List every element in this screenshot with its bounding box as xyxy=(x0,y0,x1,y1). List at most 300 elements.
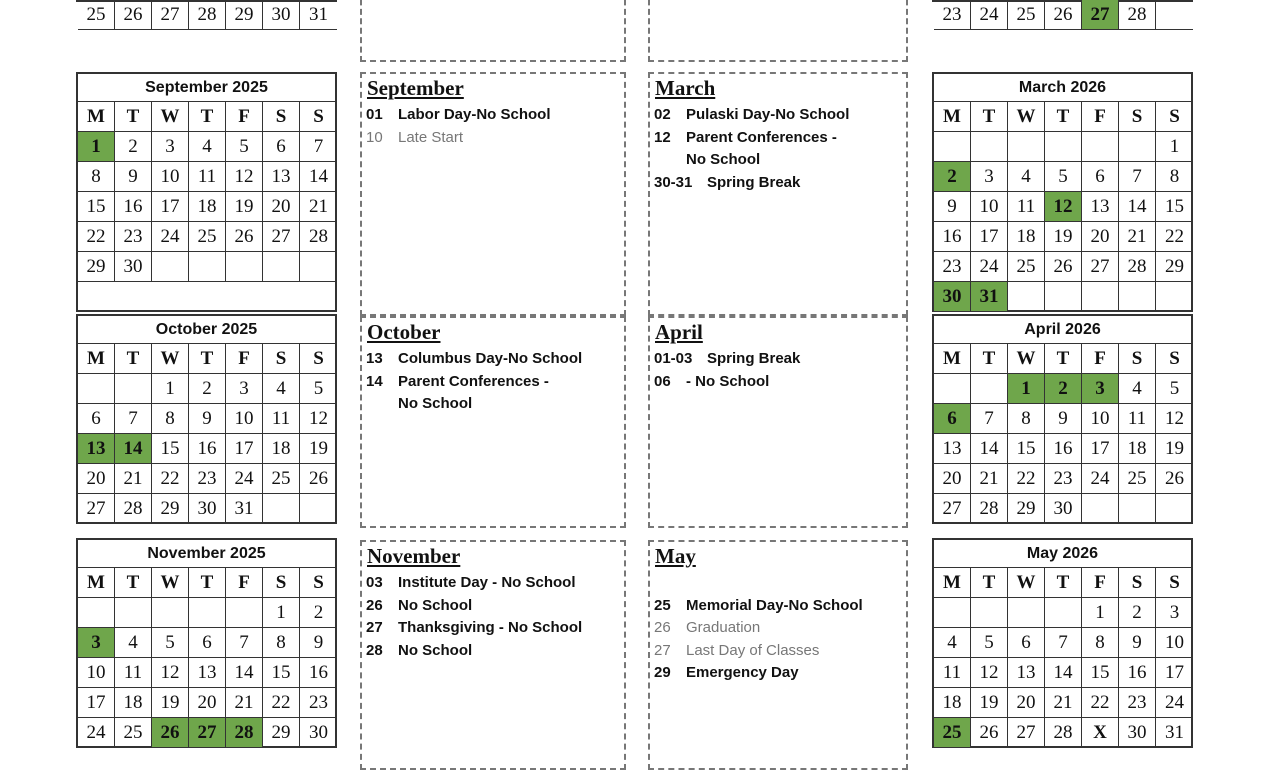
day-cell[interactable]: 6 xyxy=(263,132,300,162)
event-line xyxy=(654,106,849,123)
day-cell[interactable]: 24 xyxy=(78,718,115,748)
day-cell[interactable]: 22 xyxy=(78,222,115,252)
day-cell[interactable]: 19 xyxy=(152,688,189,718)
day-cell[interactable]: 15 xyxy=(263,658,300,688)
day-cell[interactable]: 18 xyxy=(115,688,152,718)
day-cell[interactable]: 24 xyxy=(971,252,1008,282)
day-cell[interactable]: 21 xyxy=(1045,688,1082,718)
events-panel-october xyxy=(360,316,626,528)
day-cell[interactable]: 31 xyxy=(1156,718,1193,748)
day-cell[interactable]: 19 xyxy=(1045,222,1082,252)
day-cell[interactable]: 30 xyxy=(1119,718,1156,748)
day-cell[interactable]: 8 xyxy=(263,628,300,658)
day-cell[interactable]: 22 xyxy=(1156,222,1193,252)
day-cell[interactable]: 11 xyxy=(263,404,300,434)
highlighted-day-cell[interactable]: 3 xyxy=(78,628,115,658)
day-cell[interactable]: 30 xyxy=(1045,494,1082,524)
day-cell[interactable]: 17 xyxy=(1082,434,1119,464)
day-cell[interactable]: 1 xyxy=(1082,598,1119,628)
panel-month-heading: November xyxy=(367,544,461,568)
day-cell[interactable]: 19 xyxy=(971,688,1008,718)
event-line xyxy=(654,664,799,681)
event-date: 13 xyxy=(366,350,383,367)
day-cell[interactable]: 28 xyxy=(300,222,337,252)
day-cell[interactable]: 14 xyxy=(300,162,337,192)
calendar-month-title: April 2026 xyxy=(934,316,1191,344)
event-line xyxy=(654,574,686,591)
day-cell[interactable]: 2 xyxy=(189,374,226,404)
day-cell[interactable]: 23 xyxy=(115,222,152,252)
day-cell[interactable]: 17 xyxy=(152,192,189,222)
event-text: Spring Break xyxy=(707,350,801,367)
mini-calendar-oct2025 xyxy=(76,314,337,524)
day-cell[interactable]: 12 xyxy=(971,658,1008,688)
day-cell[interactable]: 26 xyxy=(971,718,1008,748)
weekday-header: T xyxy=(1045,102,1082,132)
day-cell[interactable]: 24 xyxy=(152,222,189,252)
day-cell[interactable]: 9 xyxy=(300,628,337,658)
day-cell[interactable] xyxy=(115,374,152,404)
day-cell[interactable] xyxy=(934,598,971,628)
event-line xyxy=(654,619,760,636)
day-cell[interactable]: 26 xyxy=(115,0,152,30)
day-cell[interactable]: 25 xyxy=(1008,0,1045,30)
day-cell[interactable]: 6 xyxy=(1008,628,1045,658)
day-cell[interactable]: 27 xyxy=(934,494,971,524)
day-cell[interactable]: 3 xyxy=(971,162,1008,192)
highlighted-day-cell[interactable]: 2 xyxy=(934,162,971,192)
day-cell[interactable]: 16 xyxy=(1119,658,1156,688)
day-cell[interactable]: 18 xyxy=(1008,222,1045,252)
day-cell[interactable]: 23 xyxy=(300,688,337,718)
day-cell[interactable] xyxy=(226,598,263,628)
highlighted-day-cell[interactable]: 12 xyxy=(1045,192,1082,222)
highlighted-day-cell[interactable]: 25 xyxy=(934,718,971,748)
day-cell[interactable]: 26 xyxy=(1045,0,1082,30)
day-cell[interactable]: 25 xyxy=(115,718,152,748)
event-date: 14 xyxy=(366,372,383,390)
day-cell[interactable]: 4 xyxy=(1119,374,1156,404)
day-cell[interactable]: 9 xyxy=(115,162,152,192)
day-cell[interactable]: 12 xyxy=(152,658,189,688)
day-cell[interactable]: 8 xyxy=(1008,404,1045,434)
day-cell[interactable]: 10 xyxy=(1156,628,1193,658)
day-cell[interactable] xyxy=(189,252,226,282)
event-line xyxy=(366,395,472,412)
panel-month-heading: April xyxy=(655,320,703,344)
day-cell[interactable]: 9 xyxy=(189,404,226,434)
day-cell[interactable] xyxy=(263,252,300,282)
day-cell[interactable]: 16 xyxy=(115,192,152,222)
day-cell[interactable]: 12 xyxy=(1156,404,1193,434)
day-cell[interactable]: 21 xyxy=(226,688,263,718)
weekday-header: S xyxy=(300,102,337,132)
day-cell[interactable]: 17 xyxy=(1156,658,1193,688)
day-cell[interactable]: 21 xyxy=(971,464,1008,494)
day-cell[interactable]: 4 xyxy=(1008,162,1045,192)
day-cell[interactable] xyxy=(263,494,300,524)
day-cell[interactable]: 2 xyxy=(1119,598,1156,628)
day-cell[interactable] xyxy=(1156,494,1193,524)
day-cell[interactable]: 7 xyxy=(300,132,337,162)
day-cell[interactable]: 21 xyxy=(115,464,152,494)
mini-calendar-aug2025 xyxy=(76,0,337,25)
day-cell[interactable]: 19 xyxy=(1156,434,1193,464)
weekday-header: W xyxy=(152,568,189,598)
calendar-month-title: November 2025 xyxy=(78,540,335,568)
day-cell[interactable]: 8 xyxy=(1082,628,1119,658)
day-cell[interactable]: 28 xyxy=(1119,0,1156,30)
day-cell[interactable]: 9 xyxy=(934,192,971,222)
day-cell[interactable]: 28 xyxy=(971,494,1008,524)
event-line xyxy=(654,151,760,168)
day-cell[interactable]: 13 xyxy=(1082,192,1119,222)
day-cell[interactable]: 24 xyxy=(1156,688,1193,718)
day-cell[interactable]: 2 xyxy=(115,132,152,162)
highlighted-day-cell[interactable]: 14 xyxy=(115,434,152,464)
day-cell[interactable]: 2 xyxy=(300,598,337,628)
day-cell[interactable]: 30 xyxy=(115,252,152,282)
weekday-header: S xyxy=(1119,102,1156,132)
day-cell[interactable]: 30 xyxy=(300,718,337,748)
day-cell[interactable]: 11 xyxy=(1008,192,1045,222)
event-text: No School xyxy=(398,395,473,412)
day-cell[interactable]: 7 xyxy=(1119,162,1156,192)
day-cell[interactable]: 27 xyxy=(263,222,300,252)
highlighted-day-cell[interactable]: 26 xyxy=(152,718,189,748)
day-cell[interactable]: 10 xyxy=(971,192,1008,222)
event-text: Parent Conferences - xyxy=(398,372,549,390)
day-cell[interactable] xyxy=(78,598,115,628)
highlighted-day-cell[interactable]: 6 xyxy=(934,404,971,434)
day-cell[interactable]: 31 xyxy=(300,0,337,30)
day-cell[interactable]: 7 xyxy=(226,628,263,658)
weekday-header: T xyxy=(115,344,152,374)
day-cell[interactable] xyxy=(971,374,1008,404)
day-cell[interactable]: 20 xyxy=(263,192,300,222)
day-cell[interactable]: 22 xyxy=(1082,688,1119,718)
day-cell[interactable]: 23 xyxy=(189,464,226,494)
weekday-header: F xyxy=(226,568,263,598)
event-line xyxy=(366,373,549,390)
day-cell[interactable]: 23 xyxy=(1119,688,1156,718)
day-cell[interactable] xyxy=(1045,598,1082,628)
day-cell[interactable]: 20 xyxy=(1008,688,1045,718)
day-cell[interactable] xyxy=(115,598,152,628)
day-cell[interactable]: 20 xyxy=(934,464,971,494)
weekday-header: M xyxy=(934,102,971,132)
day-cell[interactable] xyxy=(1045,282,1082,312)
day-cell[interactable]: 8 xyxy=(1156,162,1193,192)
day-cell[interactable]: 29 xyxy=(1008,494,1045,524)
day-cell[interactable]: 28 xyxy=(189,0,226,30)
weekday-header: T xyxy=(189,568,226,598)
day-cell[interactable]: 25 xyxy=(263,464,300,494)
day-cell[interactable] xyxy=(971,132,1008,162)
day-cell[interactable] xyxy=(152,252,189,282)
day-cell[interactable] xyxy=(934,132,971,162)
day-cell[interactable]: 14 xyxy=(1045,658,1082,688)
day-cell[interactable] xyxy=(1082,494,1119,524)
weekday-header: F xyxy=(1082,568,1119,598)
weekday-header: T xyxy=(115,102,152,132)
event-date: 30-31 xyxy=(654,173,693,191)
day-cell[interactable]: 4 xyxy=(115,628,152,658)
events-panel-april xyxy=(648,316,908,528)
weekday-header: S xyxy=(1119,568,1156,598)
day-cell[interactable]: 19 xyxy=(226,192,263,222)
day-cell[interactable] xyxy=(1082,132,1119,162)
weekday-header: W xyxy=(152,102,189,132)
day-cell[interactable]: 10 xyxy=(226,404,263,434)
day-cell[interactable]: 28 xyxy=(1045,718,1082,748)
day-cell[interactable]: 24 xyxy=(971,0,1008,30)
mini-calendar-may2026 xyxy=(932,538,1193,748)
day-cell[interactable]: 5 xyxy=(1156,374,1193,404)
day-cell[interactable]: 1 xyxy=(1156,132,1193,162)
day-cell[interactable] xyxy=(1119,132,1156,162)
day-cell[interactable]: 29 xyxy=(152,494,189,524)
day-cell[interactable]: 5 xyxy=(1045,162,1082,192)
day-cell[interactable] xyxy=(300,252,337,282)
highlighted-day-cell[interactable]: 27 xyxy=(189,718,226,748)
day-cell[interactable]: 7 xyxy=(1045,628,1082,658)
day-cell[interactable]: 11 xyxy=(1119,404,1156,434)
day-cell[interactable]: 13 xyxy=(1008,658,1045,688)
weekday-header: M xyxy=(934,568,971,598)
day-cell[interactable]: 5 xyxy=(226,132,263,162)
day-cell[interactable] xyxy=(1045,132,1082,162)
weekday-header: F xyxy=(226,344,263,374)
weekday-header: S xyxy=(300,568,337,598)
day-cell[interactable]: 14 xyxy=(971,434,1008,464)
day-cell[interactable]: 9 xyxy=(1045,404,1082,434)
day-cell[interactable] xyxy=(189,598,226,628)
event-line xyxy=(366,574,576,591)
event-line xyxy=(366,350,582,367)
day-cell[interactable]: 18 xyxy=(189,192,226,222)
day-cell[interactable]: 8 xyxy=(78,162,115,192)
event-text: Thanksgiving - No School xyxy=(398,619,583,636)
day-cell[interactable]: 16 xyxy=(189,434,226,464)
day-cell[interactable]: 26 xyxy=(300,464,337,494)
day-cell[interactable] xyxy=(1156,0,1193,30)
event-text: Emergency Day xyxy=(686,664,799,681)
day-cell[interactable]: 14 xyxy=(1119,192,1156,222)
day-cell[interactable]: 23 xyxy=(934,0,971,30)
day-cell[interactable]: 23 xyxy=(934,252,971,282)
day-cell[interactable]: 15 xyxy=(78,192,115,222)
weekday-header: T xyxy=(1045,344,1082,374)
day-cell[interactable]: 9 xyxy=(1119,628,1156,658)
calendar-month-title: March 2026 xyxy=(934,74,1191,102)
day-cell[interactable] xyxy=(934,374,971,404)
day-cell[interactable]: 4 xyxy=(189,132,226,162)
day-cell[interactable]: 5 xyxy=(971,628,1008,658)
calendar-month-title: October 2025 xyxy=(78,316,335,344)
day-cell[interactable]: 20 xyxy=(78,464,115,494)
day-cell[interactable]: 25 xyxy=(189,222,226,252)
event-text: Graduation xyxy=(686,619,761,636)
events-panel-march xyxy=(648,72,908,316)
day-cell[interactable] xyxy=(1008,282,1045,312)
day-cell[interactable]: 29 xyxy=(226,0,263,30)
day-cell[interactable]: 26 xyxy=(1156,464,1193,494)
highlighted-day-cell[interactable]: 1 xyxy=(1008,374,1045,404)
day-cell[interactable]: 22 xyxy=(1008,464,1045,494)
day-cell[interactable]: 13 xyxy=(934,434,971,464)
day-cell[interactable]: 12 xyxy=(300,404,337,434)
event-text: Spring Break xyxy=(707,173,801,191)
event-text: Institute Day - No School xyxy=(398,574,576,591)
day-cell[interactable]: 1 xyxy=(152,374,189,404)
day-cell[interactable]: 22 xyxy=(152,464,189,494)
event-line xyxy=(366,129,463,146)
day-cell[interactable]: 16 xyxy=(1045,434,1082,464)
weekday-header: T xyxy=(189,344,226,374)
day-cell[interactable]: 6 xyxy=(78,404,115,434)
day-cell[interactable]: 4 xyxy=(934,628,971,658)
day-cell[interactable]: 17 xyxy=(226,434,263,464)
day-cell[interactable]: 21 xyxy=(300,192,337,222)
day-cell[interactable]: 6 xyxy=(189,628,226,658)
day-cell[interactable]: 3 xyxy=(152,132,189,162)
day-cell[interactable] xyxy=(1008,132,1045,162)
day-cell[interactable]: 18 xyxy=(934,688,971,718)
weekday-header: S xyxy=(1156,568,1193,598)
event-text: No School xyxy=(686,151,761,168)
day-cell[interactable]: 24 xyxy=(1082,464,1119,494)
day-cell[interactable]: 7 xyxy=(115,404,152,434)
day-cell[interactable] xyxy=(1082,282,1119,312)
day-cell[interactable]: 5 xyxy=(300,374,337,404)
day-cell[interactable]: 30 xyxy=(263,0,300,30)
day-cell[interactable]: 25 xyxy=(78,0,115,30)
day-cell[interactable]: 12 xyxy=(226,162,263,192)
day-cell[interactable]: 1 xyxy=(263,598,300,628)
highlighted-day-cell[interactable]: 2 xyxy=(1045,374,1082,404)
day-cell[interactable]: 27 xyxy=(78,494,115,524)
day-cell[interactable]: 5 xyxy=(152,628,189,658)
day-cell[interactable]: 10 xyxy=(152,162,189,192)
event-line xyxy=(366,619,582,636)
highlighted-day-cell[interactable]: 27 xyxy=(1082,0,1119,30)
highlighted-day-cell[interactable]: 13 xyxy=(78,434,115,464)
day-cell[interactable] xyxy=(1119,282,1156,312)
weekday-header: F xyxy=(1082,344,1119,374)
day-cell[interactable]: 27 xyxy=(152,0,189,30)
day-cell[interactable]: 26 xyxy=(226,222,263,252)
day-cell[interactable]: 4 xyxy=(263,374,300,404)
highlighted-day-cell[interactable]: 3 xyxy=(1082,374,1119,404)
day-cell[interactable]: 29 xyxy=(1156,252,1193,282)
day-cell[interactable]: 24 xyxy=(226,464,263,494)
event-text: Parent Conferences - xyxy=(686,128,837,146)
day-cell[interactable] xyxy=(226,252,263,282)
weekday-header: S xyxy=(263,102,300,132)
day-cell[interactable]: 7 xyxy=(971,404,1008,434)
day-cell[interactable]: 25 xyxy=(1008,252,1045,282)
mini-calendar-apr2026 xyxy=(932,314,1193,524)
day-cell[interactable]: X xyxy=(1082,718,1119,748)
day-cell[interactable]: 23 xyxy=(1045,464,1082,494)
day-cell[interactable]: 28 xyxy=(1119,252,1156,282)
weekday-header: F xyxy=(1082,102,1119,132)
day-cell[interactable]: 3 xyxy=(1156,598,1193,628)
day-cell[interactable] xyxy=(78,374,115,404)
day-cell[interactable]: 15 xyxy=(1156,192,1193,222)
day-cell[interactable]: 14 xyxy=(226,658,263,688)
day-cell[interactable]: 28 xyxy=(115,494,152,524)
events-panel-aug xyxy=(360,0,626,62)
day-cell[interactable]: 13 xyxy=(189,658,226,688)
day-cell[interactable]: 11 xyxy=(934,658,971,688)
event-date: 01 xyxy=(366,106,383,123)
event-line xyxy=(654,174,800,191)
day-cell[interactable]: 19 xyxy=(300,434,337,464)
day-cell[interactable]: 18 xyxy=(1119,434,1156,464)
day-cell[interactable] xyxy=(152,598,189,628)
day-cell[interactable]: 17 xyxy=(971,222,1008,252)
day-cell[interactable]: 20 xyxy=(189,688,226,718)
highlighted-day-cell[interactable]: 31 xyxy=(971,282,1008,312)
event-text: Late Start xyxy=(398,128,464,146)
day-cell[interactable]: 6 xyxy=(1082,162,1119,192)
day-cell[interactable]: 22 xyxy=(263,688,300,718)
day-cell[interactable]: 18 xyxy=(263,434,300,464)
day-cell[interactable]: 17 xyxy=(78,688,115,718)
day-cell[interactable] xyxy=(1119,494,1156,524)
day-cell[interactable] xyxy=(1008,598,1045,628)
event-date: 28 xyxy=(366,641,383,659)
day-cell[interactable]: 27 xyxy=(1082,252,1119,282)
day-cell[interactable]: 15 xyxy=(1082,658,1119,688)
event-date: 26 xyxy=(654,619,671,636)
day-cell[interactable]: 16 xyxy=(934,222,971,252)
day-cell[interactable]: 11 xyxy=(115,658,152,688)
weekday-header: S xyxy=(1156,344,1193,374)
event-text: No School xyxy=(398,596,473,614)
day-cell[interactable]: 11 xyxy=(189,162,226,192)
day-cell[interactable]: 13 xyxy=(263,162,300,192)
event-date: 10 xyxy=(366,128,383,146)
day-cell[interactable] xyxy=(971,598,1008,628)
day-cell[interactable]: 20 xyxy=(1082,222,1119,252)
day-cell[interactable]: 31 xyxy=(226,494,263,524)
highlighted-day-cell[interactable]: 1 xyxy=(78,132,115,162)
day-cell[interactable]: 27 xyxy=(1008,718,1045,748)
weekday-header: S xyxy=(300,344,337,374)
day-cell[interactable]: 30 xyxy=(189,494,226,524)
day-cell[interactable]: 10 xyxy=(1082,404,1119,434)
day-cell[interactable] xyxy=(1156,282,1193,312)
day-cell[interactable]: 15 xyxy=(152,434,189,464)
day-cell[interactable]: 29 xyxy=(78,252,115,282)
day-cell[interactable] xyxy=(300,494,337,524)
day-cell[interactable]: 15 xyxy=(1008,434,1045,464)
day-cell[interactable]: 25 xyxy=(1119,464,1156,494)
day-cell[interactable]: 21 xyxy=(1119,222,1156,252)
day-cell[interactable]: 26 xyxy=(1045,252,1082,282)
event-text: - No School xyxy=(686,372,770,390)
day-cell[interactable]: 10 xyxy=(78,658,115,688)
day-cell[interactable]: 29 xyxy=(263,718,300,748)
day-cell[interactable]: 8 xyxy=(152,404,189,434)
day-cell[interactable]: 3 xyxy=(226,374,263,404)
day-cell[interactable]: 16 xyxy=(300,658,337,688)
highlighted-day-cell[interactable]: 28 xyxy=(226,718,263,748)
highlighted-day-cell[interactable]: 30 xyxy=(934,282,971,312)
